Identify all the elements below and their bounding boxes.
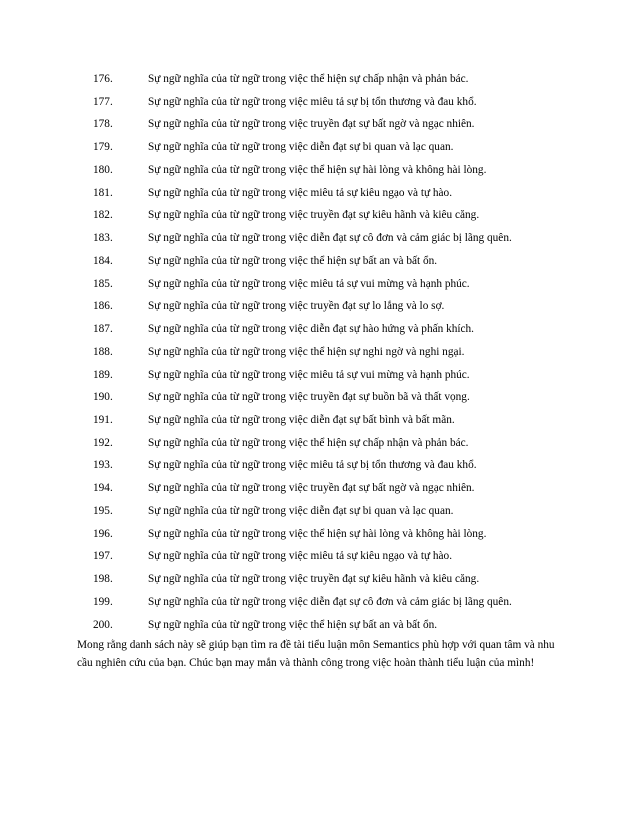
list-item bbox=[0, 614, 638, 637]
list-item-text: Sự ngữ nghĩa của từ ngữ trong việc miêu tả sự bị tổn thương và đau khổ. bbox=[148, 95, 477, 108]
list-item-text: Sự ngữ nghĩa của từ ngữ trong việc diễn đạt sự hào hứng và phấn khích. bbox=[148, 323, 474, 336]
list-item-text: Sự ngữ nghĩa của từ ngữ trong việc thể hiện sự chấp nhận và phản bác. bbox=[148, 73, 469, 85]
list-item-number: 196. bbox=[93, 527, 113, 540]
list-item-text: Sự ngữ nghĩa của từ ngữ trong việc truyền đạt sự kiêu hãnh và kiêu căng. bbox=[148, 209, 480, 222]
list-item-text: Sự ngữ nghĩa của từ ngữ trong việc truyền đạt sự bất ngờ và ngạc nhiên. bbox=[148, 482, 475, 495]
list-item-number: 181. bbox=[93, 186, 113, 199]
list-item bbox=[0, 545, 638, 568]
list-item-number: 182. bbox=[93, 209, 113, 222]
list-item-number: 192. bbox=[93, 436, 113, 449]
list-item-text: Sự ngữ nghĩa của từ ngữ trong việc thể hiện sự hài lòng và không hài lòng. bbox=[148, 163, 487, 176]
list-item bbox=[0, 227, 638, 250]
list-item-text: Sự ngữ nghĩa của từ ngữ trong việc diễn đạt sự bi quan và lạc quan. bbox=[148, 141, 454, 154]
list-item-number: 179. bbox=[93, 141, 113, 154]
list-item-number: 190. bbox=[93, 391, 113, 404]
list-item-text: Sự ngữ nghĩa của từ ngữ trong việc thể hiện sự chấp nhận và phản bác. bbox=[148, 436, 469, 449]
list-item-text: Sự ngữ nghĩa của từ ngữ trong việc miêu tả sự kiêu ngạo và tự hào. bbox=[148, 550, 453, 563]
list-item-number: 177. bbox=[93, 95, 113, 108]
topic-list bbox=[0, 68, 638, 636]
list-item-text: Sự ngữ nghĩa của từ ngữ trong việc truyền đạt sự kiêu hãnh và kiêu căng. bbox=[148, 573, 480, 586]
list-item-text: Sự ngữ nghĩa của từ ngữ trong việc diễn đạt sự bi quan và lạc quan. bbox=[148, 504, 454, 517]
list-item bbox=[0, 113, 638, 136]
list-item-text: Sự ngữ nghĩa của từ ngữ trong việc thể hiện sự bất an và bất ổn. bbox=[148, 618, 438, 631]
list-item bbox=[0, 273, 638, 296]
list-item-text: Sự ngữ nghĩa của từ ngữ trong việc miêu tả sự bị tổn thương và đau khổ. bbox=[148, 459, 477, 472]
list-item bbox=[0, 91, 638, 114]
list-item-number: 185. bbox=[93, 277, 113, 290]
list-item-number: 195. bbox=[93, 504, 113, 517]
list-item bbox=[0, 523, 638, 546]
list-item bbox=[0, 500, 638, 523]
list-item-number: 198. bbox=[93, 573, 113, 586]
list-item bbox=[0, 182, 638, 205]
list-item bbox=[0, 409, 638, 432]
list-item bbox=[0, 204, 638, 227]
list-item-text: Sự ngữ nghĩa của từ ngữ trong việc truyền đạt sự lo lắng và lo sợ. bbox=[148, 300, 445, 313]
list-item-text: Sự ngữ nghĩa của từ ngữ trong việc thể hiện sự hài lòng và không hài lòng. bbox=[148, 527, 487, 540]
list-item bbox=[0, 364, 638, 387]
list-item bbox=[0, 477, 638, 500]
list-item bbox=[0, 454, 638, 477]
list-item-text: Sự ngữ nghĩa của từ ngữ trong việc thể hiện sự bất an và bất ổn. bbox=[148, 254, 438, 267]
list-item bbox=[0, 432, 638, 455]
list-item-number: 193. bbox=[93, 459, 113, 472]
list-item-text: Sự ngữ nghĩa của từ ngữ trong việc diễn đạt sự cô đơn và cảm giác bị lãng quên. bbox=[148, 595, 512, 608]
list-item-text: Sự ngữ nghĩa của từ ngữ trong việc miêu tả sự vui mừng và hạnh phúc. bbox=[148, 277, 470, 290]
list-item-number: 180. bbox=[93, 163, 113, 176]
list-item bbox=[0, 250, 638, 273]
list-item-number: 200. bbox=[93, 618, 113, 631]
list-item-number: 184. bbox=[93, 254, 113, 267]
list-item-text: Sự ngữ nghĩa của từ ngữ trong việc diễn đạt sự cô đơn và cảm giác bị lãng quên. bbox=[148, 232, 512, 245]
list-item-number: 194. bbox=[93, 482, 113, 495]
list-item-number: 183. bbox=[93, 232, 113, 245]
list-item-number: 199. bbox=[93, 595, 113, 608]
list-item-number: 191. bbox=[93, 414, 113, 427]
list-item bbox=[0, 341, 638, 364]
list-item bbox=[0, 568, 638, 591]
list-item-number: 197. bbox=[93, 550, 113, 563]
list-item-text: Sự ngữ nghĩa của từ ngữ trong việc truyền đạt sự bất ngờ và ngạc nhiên. bbox=[148, 118, 475, 131]
list-item-number: 187. bbox=[93, 323, 113, 336]
list-item bbox=[0, 318, 638, 341]
list-item-number: 188. bbox=[93, 345, 113, 358]
list-item-text: Sự ngữ nghĩa của từ ngữ trong việc thể hiện sự nghi ngờ và nghi ngại. bbox=[148, 345, 465, 358]
list-item-text: Sự ngữ nghĩa của từ ngữ trong việc truyền đạt sự buồn bã và thất vọng. bbox=[148, 391, 470, 404]
list-item bbox=[0, 68, 638, 91]
list-item-text: Sự ngữ nghĩa của từ ngữ trong việc diễn đạt sự bất bình và bất mãn. bbox=[148, 414, 455, 427]
list-item-number: 176. bbox=[93, 73, 113, 85]
list-item-number: 178. bbox=[93, 118, 113, 131]
list-item bbox=[0, 591, 638, 614]
list-item-text: Sự ngữ nghĩa của từ ngữ trong việc miêu tả sự kiêu ngạo và tự hào. bbox=[148, 186, 453, 199]
list-item bbox=[0, 386, 638, 409]
list-item bbox=[0, 136, 638, 159]
list-item bbox=[0, 159, 638, 182]
list-item-number: 189. bbox=[93, 368, 113, 381]
list-item bbox=[0, 295, 638, 318]
list-item-number: 186. bbox=[93, 300, 113, 313]
closing-paragraph: Mong rằng danh sách này sẽ giúp bạn tìm ra đề tài tiểu luận môn Semantics phù hợp với quan tâm và nhu cầu nghiên cứu của bạn. Chúc bạn may mắn và thành công trong việc hoàn thành tiểu luận của mình! bbox=[77, 639, 555, 669]
list-item-text: Sự ngữ nghĩa của từ ngữ trong việc miêu tả sự vui mừng và hạnh phúc. bbox=[148, 368, 470, 381]
